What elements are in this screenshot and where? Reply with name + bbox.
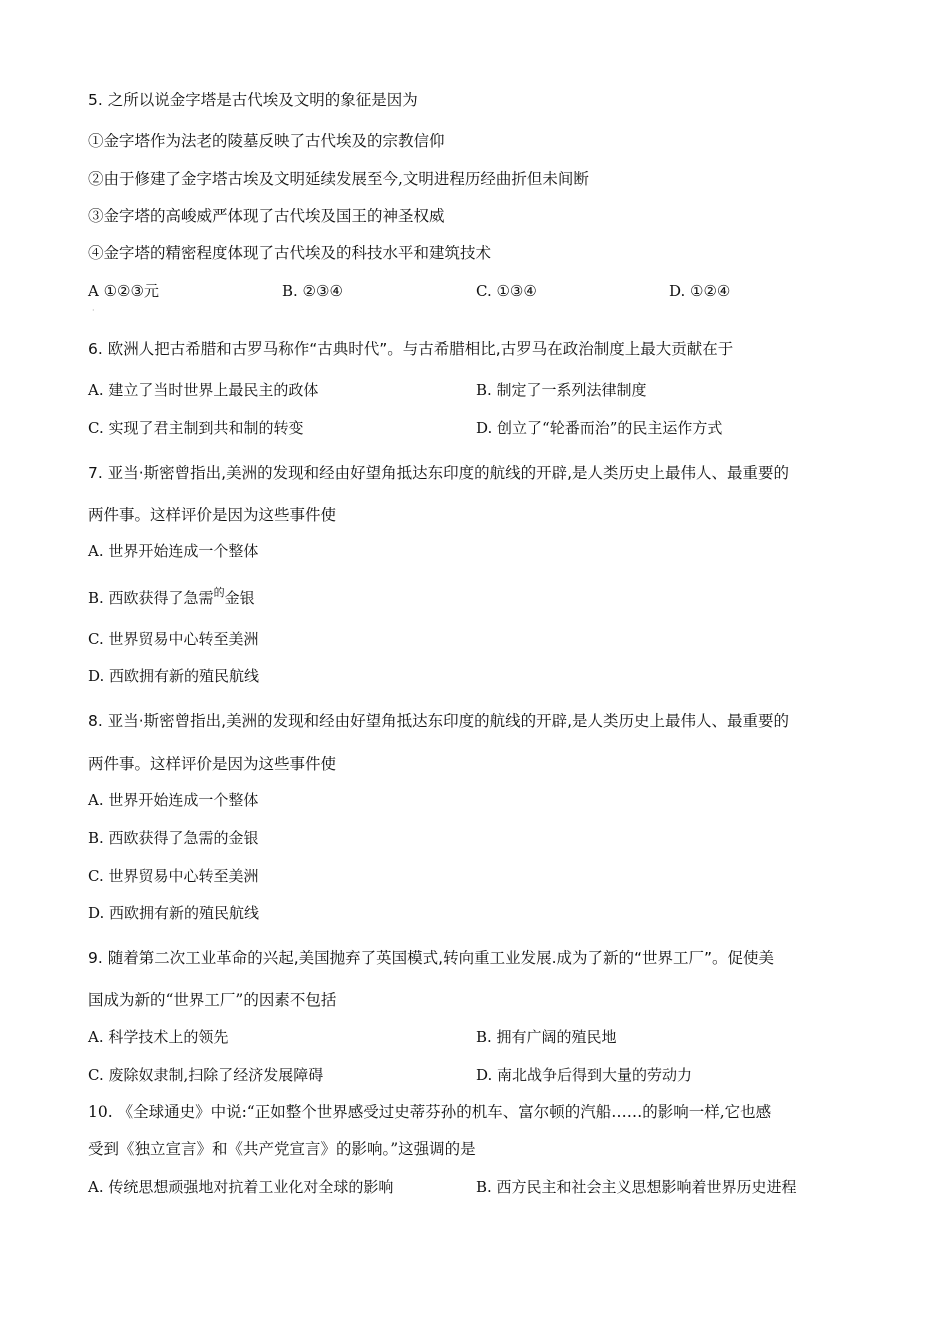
q7-option-b — [88, 588, 255, 610]
q9-stem-line2: 国成为新的“世界工厂”的因素不包括 — [88, 991, 337, 1009]
q7-option-b-tail: 金银 — [224, 589, 255, 607]
q9-stem-line1: 9. 随着第二次工业革命的兴起,美国抛弃了英国模式,转向重工业发展.成为了新的“世界工厂”。促使美 — [88, 949, 775, 967]
q8-option-a: A. 世界开始连成一个整体 — [88, 791, 259, 809]
q5-option-d: D. ①②④ — [669, 282, 731, 300]
q6-option-c: C. 实现了君主制到共和制的转变 — [88, 419, 304, 437]
q5-option-b: B. ②③④ — [282, 282, 343, 300]
q6-option-d: D. 创立了“轮番而治”的民主运作方式 — [476, 419, 723, 437]
q6-option-a: A. 建立了当时世界上最民主的政体 — [88, 381, 319, 399]
q7-option-a: A. 世界开始连成一个整体 — [88, 542, 259, 560]
q8-stem-line1: 8. 亚当·斯密曾指出,美洲的发现和经由好望角抵达东印度的航线的开辟,是人类历史上最伟人、最重要的 — [88, 712, 789, 730]
q9-option-d: D. 南北战争后得到大量的劳动力 — [476, 1066, 693, 1084]
q6-stem: 6. 欧洲人把古希腊和古罗马称作“古典时代”。与古希腊相比,古罗马在政治制度上最大贡献在于 — [88, 340, 734, 358]
q8-option-c: C. 世界贸易中心转至美洲 — [88, 867, 259, 885]
stray-mark: · — [92, 306, 95, 315]
q9-option-c: C. 废除奴隶制,扫除了经济发展障碍 — [88, 1066, 324, 1084]
q7-option-b-superscript: 的 — [213, 586, 225, 599]
q5-stem: 5. 之所以说金字塔是古代埃及文明的象征是因为 — [88, 91, 418, 109]
q6-option-b: B. 制定了一系列法律制度 — [476, 381, 647, 399]
q5-option-a: A ①②③元 — [88, 282, 159, 300]
q7-stem-line2: 两件事。这样评价是因为这些事件使 — [88, 506, 337, 524]
q10-option-b: B. 西方民主和社会主义思想影响着世界历史进程 — [476, 1178, 797, 1196]
q5-statement-2: ②由于修建了金字塔古埃及文明延续发展至今,文明进程历经曲折但未间断 — [88, 170, 589, 188]
q5-option-c: C. ①③④ — [476, 282, 537, 300]
q10-option-a: A. 传统思想顽强地对抗着工业化对全球的影响 — [88, 1178, 394, 1196]
q8-stem-line2: 两件事。这样评价是因为这些事件使 — [88, 755, 337, 773]
q5-statement-3: ③金字塔的高峻威严体现了古代埃及国王的神圣权威 — [88, 207, 445, 225]
q5-statement-1: ①金字塔作为法老的陵墓反映了古代埃及的宗教信仰 — [88, 132, 445, 150]
q7-option-b-text: B. 西欧获得了急需 — [88, 589, 214, 607]
q8-option-b: B. 西欧获得了急需的金银 — [88, 829, 259, 847]
q10-stem-line1: 10. 《全球通史》中说:“正如整个世界感受过史蒂芬孙的机车、富尔顿的汽船……的影响一样,它也感 — [88, 1103, 772, 1121]
q5-statement-4: ④金字塔的精密程度体现了古代埃及的科技水平和建筑技术 — [88, 244, 492, 262]
q9-option-a: A. 科学技术上的领先 — [88, 1028, 229, 1046]
q7-stem-line1: 7. 亚当·斯密曾指出,美洲的发现和经由好望角抵达东印度的航线的开辟,是人类历史上最伟人、最重要的 — [88, 464, 789, 482]
q7-option-c: C. 世界贸易中心转至美洲 — [88, 630, 259, 648]
q9-option-b: B. 拥有广阔的殖民地 — [476, 1028, 617, 1046]
q8-option-d: D. 西欧拥有新的殖民航线 — [88, 904, 260, 922]
q10-stem-line2: 受到《独立宣言》和《共产党宣言》的影响。”这强调的是 — [88, 1140, 476, 1158]
q7-option-d: D. 西欧拥有新的殖民航线 — [88, 667, 260, 685]
